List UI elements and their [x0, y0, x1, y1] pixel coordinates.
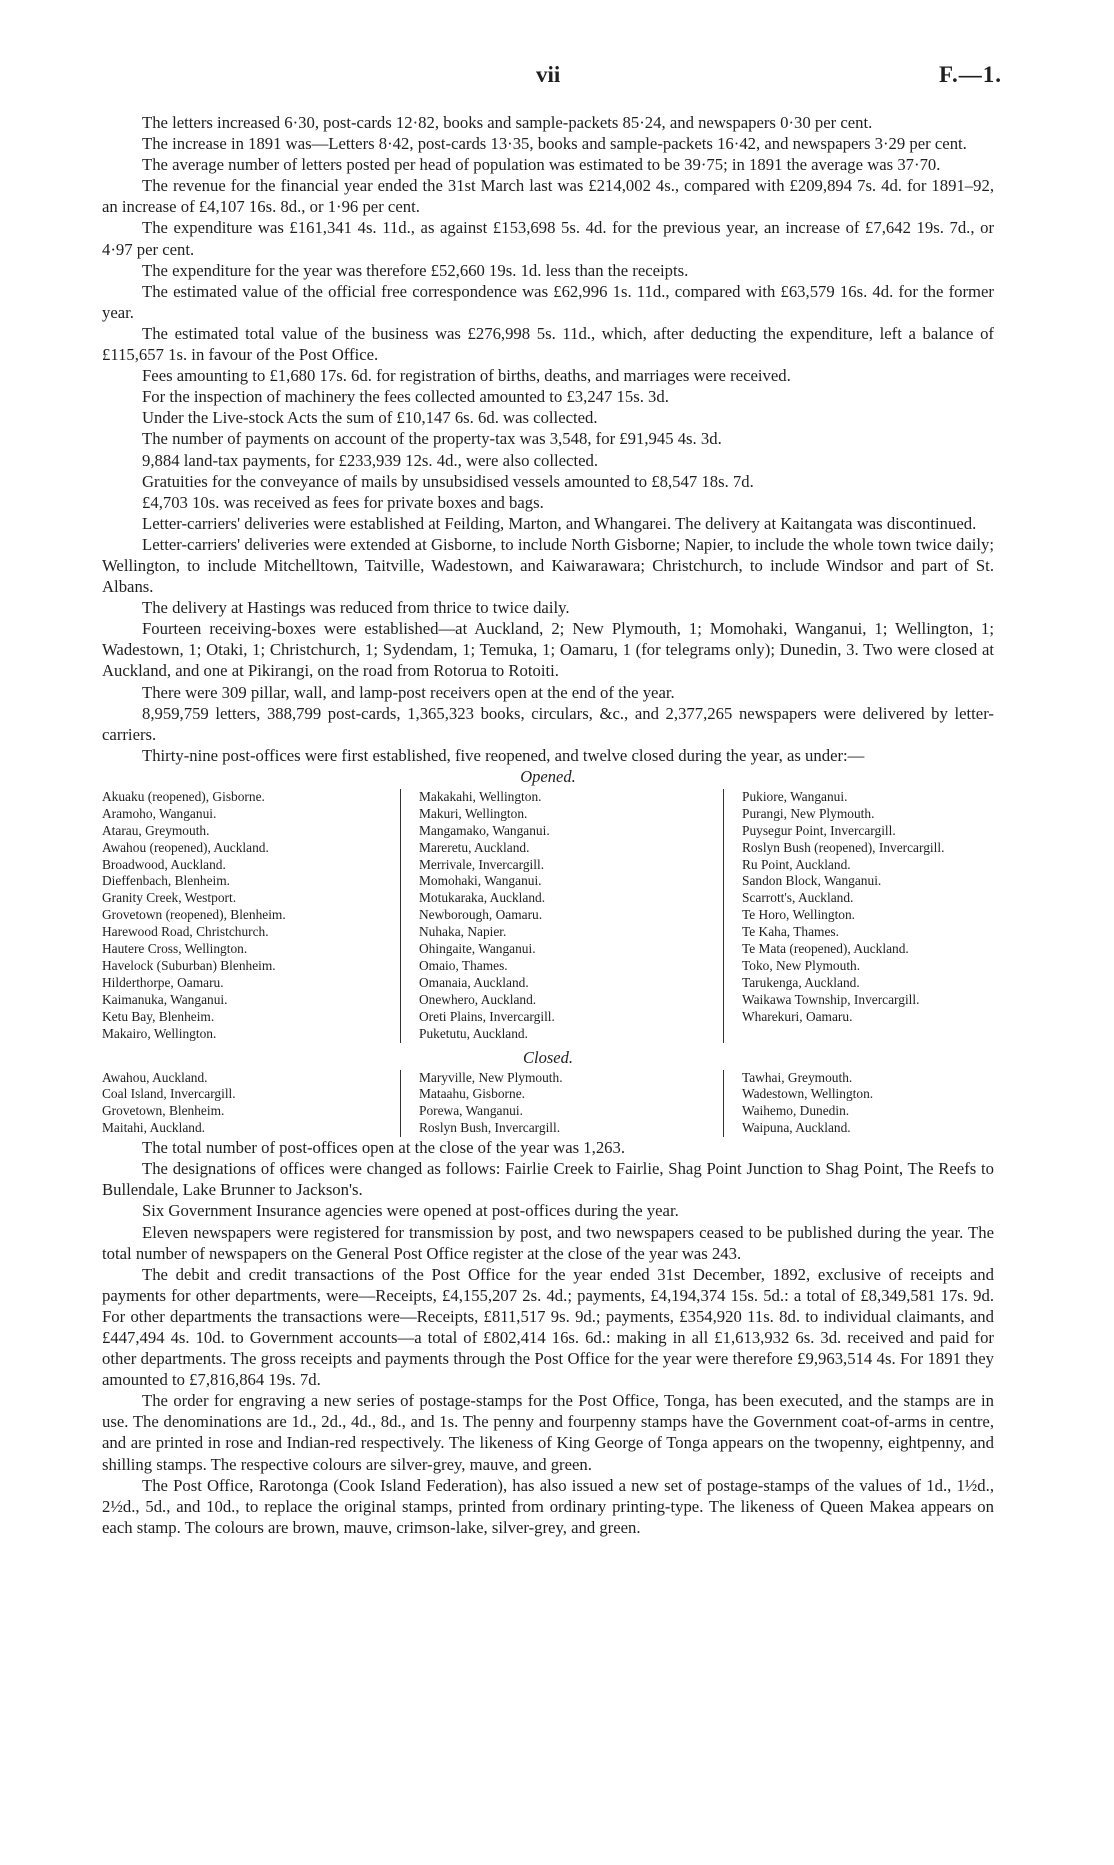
paragraph-group-top: [102, 112, 994, 766]
closed-list: [102, 1070, 994, 1138]
opened-column-1: [102, 789, 400, 1043]
closed-heading: Closed.: [523, 1047, 573, 1067]
post-office-entry: Aramoho, Wanganui.: [102, 805, 217, 821]
post-office-entry: Motukaraka, Auckland.: [419, 890, 546, 906]
paragraph: 9,884 land-tax payments, for £233,939 12s. 4d., were also collected.: [142, 450, 599, 470]
closed-column-2: [400, 1070, 723, 1138]
post-office-entry: Newborough, Oamaru.: [419, 907, 543, 923]
page-number: vii: [536, 62, 561, 87]
post-office-entry: Omaio, Thames.: [419, 957, 508, 973]
post-office-entry: Toko, New Plymouth.: [742, 957, 861, 973]
post-office-entry: Maitahi, Auckland.: [102, 1120, 206, 1136]
paragraph: The estimated total value of the business was £276,998 5s. 11d., which, after deducting the expenditure, left a balance of £115,657 1s. in favour of the Post Office.: [102, 323, 994, 365]
paragraph: Six Government Insurance agencies were opened at post-offices during the year.: [142, 1201, 679, 1221]
post-office-entry: Ru Point, Auckland.: [742, 856, 851, 872]
post-office-entry: Harewood Road, Christchurch.: [102, 924, 269, 940]
post-office-entry: Hautere Cross, Wellington.: [102, 941, 248, 957]
post-office-entry: Atarau, Greymouth.: [102, 822, 210, 838]
paragraph: Under the Live-stock Acts the sum of £10,147 6s. 6d. was collected.: [142, 408, 598, 428]
closed-column-3: [723, 1070, 994, 1138]
post-office-entry: Mangamako, Wanganui.: [419, 822, 550, 838]
page-header: [0, 62, 1114, 92]
post-office-entry: Purangi, New Plymouth.: [742, 805, 875, 821]
post-office-entry: Broadwood, Auckland.: [102, 856, 226, 872]
post-office-entry: Granity Creek, Westport.: [102, 890, 237, 906]
post-office-entry: Tawhai, Greymouth.: [742, 1069, 853, 1085]
paragraph: The increase in 1891 was—Letters 8·42, post-cards 13·35, books and sample-packets 16·42, and newspapers 3·29 per cent.: [142, 134, 967, 154]
post-office-entry: Havelock (Suburban) Blenheim.: [102, 957, 276, 973]
post-office-entry: Momohaki, Wanganui.: [419, 873, 542, 889]
post-office-entry: Waipuna, Auckland.: [742, 1120, 851, 1136]
post-office-entry: Puketutu, Auckland.: [419, 1025, 528, 1041]
opened-column-3: [723, 789, 994, 1043]
post-office-entry: Awahou, Auckland.: [102, 1069, 208, 1085]
paragraph: The expenditure for the year was therefore £52,660 19s. 1d. less than the receipts.: [142, 260, 689, 280]
post-office-entry: Roslyn Bush (reopened), Invercargill.: [742, 839, 945, 855]
paragraph: Fourteen receiving-boxes were established—at Auckland, 2; New Plymouth, 1; Momohaki, Wanganui, 1; Wellington, 1; Wadestown, 1; Otaki, 1; Christchurch, 1; Sydendam, 1; Temuka, 1; Oamaru, 1 (for telegrams only); Dunedin, 3. Two were closed at Auckland, and one at Pikirangi, on the road from Rotorua to Rotoiti.: [102, 619, 994, 681]
paragraph: Letter-carriers' deliveries were established at Feilding, Marton, and Whangarei. The delivery at Kaitangata was discontinued.: [142, 513, 977, 533]
paragraph: The order for engraving a new series of postage-stamps for the Post Office, Tonga, has been executed, and the stamps are in use. The denominations are 1d., 2d., 4d., 8d., and 1s. The penny and fourpenny stamps have the Government coat-of-arms in centre, and are printed in rose and Indian-red respectively. The likeness of King George of Tonga appears on the twopenny, eightpenny, and shilling stamps. The respective colours are silver-grey, mauve, and green.: [102, 1391, 994, 1474]
post-office-entry: Grovetown (reopened), Blenheim.: [102, 907, 286, 923]
paragraph: There were 309 pillar, wall, and lamp-post receivers open at the end of the year.: [142, 682, 675, 702]
post-office-entry: Makairo, Wellington.: [102, 1025, 217, 1041]
paragraph: The average number of letters posted per head of population was estimated to be 39·75; in 1891 the average was 37·70.: [142, 155, 941, 175]
post-office-entry: Waihemo, Dunedin.: [742, 1103, 850, 1119]
post-office-entry: Mataahu, Gisborne.: [419, 1086, 525, 1102]
paragraph: The number of payments on account of the property-tax was 3,548, for £91,945 4s. 3d.: [142, 429, 722, 449]
post-office-entry: Ohingaite, Wanganui.: [419, 941, 536, 957]
post-office-entry: Wadestown, Wellington.: [742, 1086, 874, 1102]
paragraph: The revenue for the financial year ended the 31st March last was £214,002 4s., compared with £209,894 7s. 4d. for 1891–92, an increase of £4,107 16s. 8d., or 1·96 per cent.: [102, 176, 994, 217]
paragraph: 8,959,759 letters, 388,799 post-cards, 1,365,323 books, circulars, &c., and 2,377,265 newspapers were delivered by letter-carriers.: [102, 703, 994, 744]
opened-heading: Opened.: [520, 766, 576, 786]
post-office-entry: Waikawa Township, Invercargill.: [742, 991, 920, 1007]
paragraph: The total number of post-offices open at the close of the year was 1,263.: [142, 1138, 626, 1158]
post-office-entry: Awahou (reopened), Auckland.: [102, 839, 269, 855]
post-office-entry: Omanaia, Auckland.: [419, 974, 529, 990]
post-office-entry: Kaimanuka, Wanganui.: [102, 991, 228, 1007]
paragraph: Thirty-nine post-offices were first established, five reopened, and twelve closed during the year, as under:—: [142, 745, 865, 765]
paragraph: Letter-carriers' deliveries were extended at Gisborne, to include North Gisborne; Napier, to include the whole town twice daily; Wellington, to include Mitchelltown, Taitville, Wadestown, and Kaiwarawara; Christchurch, to include Windsor and part of St. Albans.: [102, 534, 994, 597]
post-office-entry: Sandon Block, Wanganui.: [742, 873, 882, 889]
paragraph: The estimated value of the official free correspondence was £62,996 1s. 11d., compared with £63,579 16s. 4d. for the former year.: [102, 281, 994, 322]
post-office-entry: Coal Island, Invercargill.: [102, 1086, 236, 1102]
post-office-entry: Hilderthorpe, Oamaru.: [102, 974, 224, 990]
post-office-entry: Te Horo, Wellington.: [742, 907, 856, 923]
paragraph: The designations of offices were changed as follows: Fairlie Creek to Fairlie, Shag Point Junction to Shag Point, The Reefs to Bullendale, Lake Brunner to Jackson's.: [102, 1159, 994, 1200]
paragraph: Gratuities for the conveyance of mails by unsubsidised vessels amounted to £8,547 18s. 7d.: [142, 471, 754, 491]
opened-list: [102, 789, 994, 1043]
post-office-entry: Onewhero, Auckland.: [419, 991, 537, 1007]
paragraph: For the inspection of machinery the fees collected amounted to £3,247 15s. 3d.: [142, 387, 669, 407]
post-office-entry: Grovetown, Blenheim.: [102, 1103, 225, 1119]
post-office-entry: Merrivale, Invercargill.: [419, 856, 545, 872]
post-office-entry: Te Mata (reopened), Auckland.: [742, 941, 909, 957]
opened-column-2: [400, 789, 723, 1043]
paragraph: The letters increased 6·30, post-cards 12·82, books and sample-packets 85·24, and newspapers 0·30 per cent.: [142, 113, 873, 132]
post-office-entry: Makakahi, Wellington.: [419, 788, 542, 804]
document-code: F.—1.: [939, 62, 1002, 87]
post-office-entry: Wharekuri, Oamaru.: [742, 1008, 853, 1024]
body-text: [102, 112, 994, 1538]
paragraph-group-bottom: [102, 1137, 994, 1538]
post-office-entry: Te Kaha, Thames.: [742, 924, 839, 940]
post-office-entry: Dieffenbach, Blenheim.: [102, 873, 231, 889]
paragraph: The delivery at Hastings was reduced from thrice to twice daily.: [142, 598, 570, 618]
paragraph: The expenditure was £161,341 4s. 11d., as against £153,698 5s. 4d. for the previous year, an increase of £7,642 19s. 7d., or 4·97 per cent.: [102, 218, 994, 259]
post-office-entry: Pukiore, Wanganui.: [742, 788, 848, 804]
post-office-entry: Mareretu, Auckland.: [419, 839, 530, 855]
paragraph: Eleven newspapers were registered for transmission by post, and two newspapers ceased to be published during the year. The total number of newspapers on the General Post Office register at the close of the year was 243.: [102, 1222, 994, 1263]
post-office-entry: Ketu Bay, Blenheim.: [102, 1008, 215, 1024]
post-office-entry: Porewa, Wanganui.: [419, 1103, 523, 1119]
closed-column-1: [102, 1070, 400, 1138]
post-office-entry: Scarrott's, Auckland.: [742, 890, 854, 906]
paragraph: £4,703 10s. was received as fees for private boxes and bags.: [142, 492, 544, 512]
post-office-entry: Maryville, New Plymouth.: [419, 1069, 563, 1085]
post-office-entry: Oreti Plains, Invercargill.: [419, 1008, 555, 1024]
post-office-entry: Roslyn Bush, Invercargill.: [419, 1120, 561, 1136]
post-office-entry: Tarukenga, Auckland.: [742, 974, 860, 990]
paragraph: The Post Office, Rarotonga (Cook Island Federation), has also issued a new set of postage-stamps of the values of 1d., 1½d., 2½d., 5d., and 10d., to replace the original stamps, printed from ordinary printing-type. The likeness of Queen Makea appears on each stamp. The colours are brown, mauve, crimson-lake, silver-grey, and green.: [102, 1475, 994, 1537]
paragraph: The debit and credit transactions of the Post Office for the year ended 31st December, 1892, exclusive of receipts and payments for other departments, were—Receipts, £4,155,207 2s. 4d.; payments, £4,194,374 15s. 5d.: a total of £8,349,581 17s. 9d. For other departments the transactions were—Receipts, £811,517 9s. 9d.; payments, £354,920 11s. 8d. to individual claimants, and £447,494 4s. 10d. to Government accounts—a total of £802,414 16s. 6d.: making in all £1,613,932 6s. 3d. received and paid for other departments. The gross receipts and payments through the Post Office for the year were therefore £9,963,514 4s. For 1891 they amounted to £7,816,864 19s. 7d.: [102, 1264, 994, 1390]
post-office-entry: Puysegur Point, Invercargill.: [742, 822, 896, 838]
post-office-entry: Nuhaka, Napier.: [419, 924, 507, 940]
post-office-entry: Akuaku (reopened), Gisborne.: [102, 788, 265, 804]
paragraph: Fees amounting to £1,680 17s. 6d. for registration of births, deaths, and marriages were received.: [142, 366, 791, 386]
post-office-entry: Makuri, Wellington.: [419, 805, 528, 821]
